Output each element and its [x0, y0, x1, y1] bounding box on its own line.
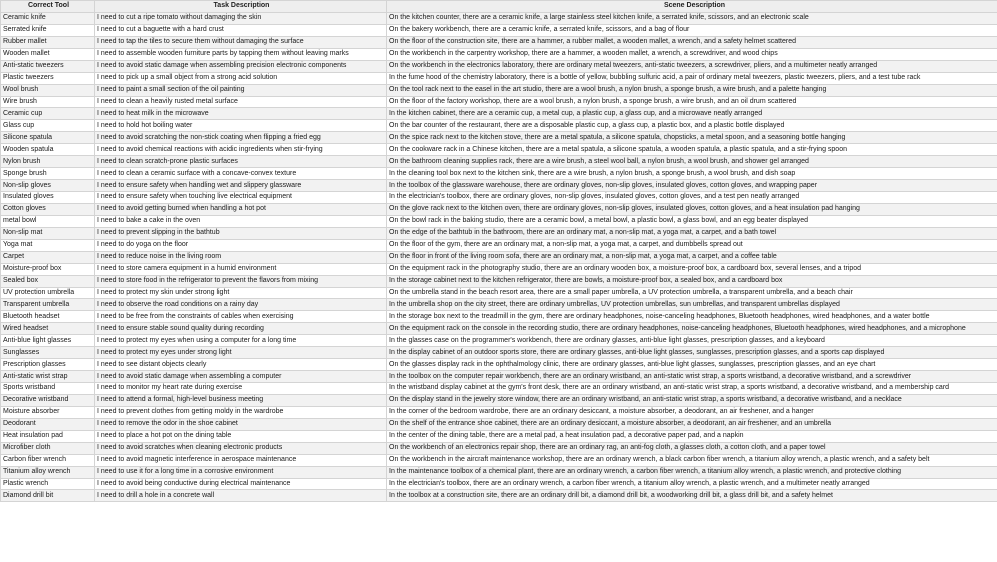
cell-scene-description[interactable]: On the workbench in the aircraft maintenance workshop, there are an ordinary wrench, a black carbon fiber wrench, a titanium alloy wrench, a plastic wrench, and a safety belt: [387, 454, 997, 466]
cell-correct-tool[interactable]: Plastic tweezers: [1, 72, 95, 84]
cell-scene-description[interactable]: In the storage cabinet next to the kitchen refrigerator, there are bowls, a moisture-proof box, a sealed box, and a cardboard box: [387, 275, 997, 287]
cell-scene-description[interactable]: In the wristband display cabinet at the gym's front desk, there are an ordinary wristband, an anti-static wrist strap, a sports wristband, a decorative wristband, and a membership card: [387, 383, 997, 395]
table-row: [1, 335, 997, 347]
table-body: [1, 12, 997, 501]
cell-correct-tool[interactable]: Carpet: [1, 251, 95, 263]
table-row: [1, 454, 997, 466]
cell-scene-description[interactable]: On the equipment rack on the console in the recording studio, there are ordinary headphones, noise-canceling headphones, Bluetooth headphones, wired headphones, and a microphone: [387, 323, 997, 335]
cell-correct-tool[interactable]: Sports wristband: [1, 383, 95, 395]
table-row: [1, 323, 997, 335]
cell-task-description[interactable]: I need to avoid being conductive during electrical maintenance: [95, 478, 387, 490]
cell-task-description[interactable]: I need to ensure stable sound quality during recording: [95, 323, 387, 335]
table-row: [1, 156, 997, 168]
cell-scene-description[interactable]: In the umbrella shop on the city street, there are ordinary umbrellas, UV protection umbrellas, sun umbrellas, and transparent umbrellas displayed: [387, 299, 997, 311]
cell-correct-tool[interactable]: Decorative wristband: [1, 394, 95, 406]
cell-task-description[interactable]: I need to clean scratch-prone plastic surfaces: [95, 156, 387, 168]
cell-task-description[interactable]: I need to be free from the constraints of cables when exercising: [95, 311, 387, 323]
cell-task-description[interactable]: I need to avoid static damage when assembling precision electronic components: [95, 60, 387, 72]
table-row: [1, 227, 997, 239]
table-row: [1, 180, 997, 192]
header-row: [1, 1, 997, 13]
table-row: [1, 383, 997, 395]
cell-correct-tool[interactable]: Ceramic knife: [1, 12, 95, 24]
cell-correct-tool[interactable]: Wired headset: [1, 323, 95, 335]
table-row: [1, 108, 997, 120]
cell-task-description[interactable]: I need to cut a baguette with a hard crust: [95, 24, 387, 36]
cell-correct-tool[interactable]: Non-slip gloves: [1, 180, 95, 192]
cell-scene-description[interactable]: In the center of the dining table, there are a metal pad, a heat insulation pad, a decorative paper pad, and a napkin: [387, 430, 997, 442]
cell-scene-description[interactable]: On the glove rack next to the kitchen oven, there are ordinary gloves, non-slip gloves, insulated gloves, cotton gloves, and a heat insulation pad hanging: [387, 203, 997, 215]
table-row: [1, 24, 997, 36]
cell-correct-tool[interactable]: Ceramic cup: [1, 108, 95, 120]
cell-scene-description[interactable]: On the umbrella stand in the beach resort area, there are a small paper umbrella, a UV protection umbrella, a transparent umbrella, and a beach chair: [387, 287, 997, 299]
cell-scene-description[interactable]: On the bowl rack in the baking studio, there are a ceramic bowl, a metal bowl, a plastic bowl, a glass bowl, and an egg beater displayed: [387, 215, 997, 227]
cell-scene-description[interactable]: On the spice rack next to the kitchen stove, there are a metal spatula, a silicone spatula, chopsticks, a metal spoon, and a seasoning bottle hanging: [387, 132, 997, 144]
cell-task-description[interactable]: I need to paint a small section of the oil painting: [95, 84, 387, 96]
table-row: [1, 192, 997, 204]
header-correct-tool[interactable]: Correct Tool: [1, 1, 95, 13]
cell-scene-description[interactable]: In the glasses case on the programmer's workbench, there are ordinary glasses, anti-blue light glasses, prescription glasses, and a keyboard: [387, 335, 997, 347]
cell-scene-description[interactable]: On the bar counter of the restaurant, there are a disposable plastic cup, a glass cup, a plastic box, and a plastic bottle displayed: [387, 120, 997, 132]
header-scene-description[interactable]: Scene Description: [387, 1, 997, 13]
table-row: [1, 299, 997, 311]
cell-correct-tool[interactable]: Prescription glasses: [1, 359, 95, 371]
cell-scene-description[interactable]: In the display cabinet of an outdoor sports store, there are ordinary glasses, anti-blue light glasses, sunglasses, prescription glasses, and a sports cap displayed: [387, 347, 997, 359]
cell-task-description[interactable]: I need to drill a hole in a concrete wall: [95, 490, 387, 502]
table-row: [1, 406, 997, 418]
cell-scene-description[interactable]: On the workbench in the electronics laboratory, there are ordinary metal tweezers, anti-static tweezers, a screwdriver, pliers, and a multimeter neatly arranged: [387, 60, 997, 72]
cell-task-description[interactable]: I need to remove the odor in the shoe cabinet: [95, 418, 387, 430]
cell-correct-tool[interactable]: Non-slip mat: [1, 227, 95, 239]
cell-task-description[interactable]: I need to use it for a long time in a corrosive environment: [95, 466, 387, 478]
cell-correct-tool[interactable]: Transparent umbrella: [1, 299, 95, 311]
cell-task-description[interactable]: I need to heat milk in the microwave: [95, 108, 387, 120]
table-row: [1, 430, 997, 442]
cell-task-description[interactable]: I need to avoid chemical reactions with acidic ingredients when stir-frying: [95, 144, 387, 156]
cell-task-description[interactable]: I need to store food in the refrigerator to prevent the flavors from mixing: [95, 275, 387, 287]
cell-correct-tool[interactable]: metal bowl: [1, 215, 95, 227]
table-row: [1, 203, 997, 215]
cell-task-description[interactable]: I need to ensure safety when touching live electrical equipment: [95, 192, 387, 204]
cell-scene-description[interactable]: In the toolbox on the computer repair workbench, there are an ordinary wristband, an anti-static wrist strap, a sports wristband, a decorative wristband, and a screwdriver: [387, 371, 997, 383]
table-row: [1, 347, 997, 359]
cell-correct-tool[interactable]: Anti-static tweezers: [1, 60, 95, 72]
cell-task-description[interactable]: I need to reduce noise in the living room: [95, 251, 387, 263]
table-row: [1, 60, 997, 72]
cell-scene-description[interactable]: In the kitchen cabinet, there are a ceramic cup, a metal cup, a plastic cup, a glass cup, and a microwave neatly arranged: [387, 108, 997, 120]
cell-correct-tool[interactable]: Plastic wrench: [1, 478, 95, 490]
cell-task-description[interactable]: I need to ensure safety when handling wet and slippery glassware: [95, 180, 387, 192]
cell-scene-description[interactable]: In the toolbox of the glassware warehouse, there are ordinary gloves, non-slip gloves, insulated gloves, cotton gloves, and wrapping paper: [387, 180, 997, 192]
cell-scene-description[interactable]: On the edge of the bathtub in the bathroom, there are an ordinary mat, a non-slip mat, a yoga mat, a carpet, and a bath towel: [387, 227, 997, 239]
cell-scene-description[interactable]: In the storage box next to the treadmill in the gym, there are ordinary headphones, noise-canceling headphones, Bluetooth headphones, wired headphones, and a water bottle: [387, 311, 997, 323]
cell-task-description[interactable]: I need to clean a ceramic surface with a concave-convex texture: [95, 168, 387, 180]
cell-scene-description[interactable]: On the bathroom cleaning supplies rack, there are a wire brush, a steel wool ball, a nylon brush, a wool brush, and shower gel arranged: [387, 156, 997, 168]
cell-correct-tool[interactable]: Deodorant: [1, 418, 95, 430]
cell-scene-description[interactable]: In the maintenance toolbox of a chemical plant, there are an ordinary wrench, a carbon fiber wrench, a titanium alloy wrench, a plastic wrench, and protective clothing: [387, 466, 997, 478]
table-row: [1, 478, 997, 490]
table-row: [1, 84, 997, 96]
table-row: [1, 394, 997, 406]
cell-correct-tool[interactable]: Wooden mallet: [1, 48, 95, 60]
cell-task-description[interactable]: I need to prevent clothes from getting moldy in the wardrobe: [95, 406, 387, 418]
table-row: [1, 12, 997, 24]
cell-correct-tool[interactable]: Wire brush: [1, 96, 95, 108]
cell-scene-description[interactable]: On the glasses display rack in the ophthalmology clinic, there are ordinary glasses, anti-blue light glasses, sunglasses, prescription glasses, and an eye chart: [387, 359, 997, 371]
table-row: [1, 263, 997, 275]
cell-correct-tool[interactable]: UV protection umbrella: [1, 287, 95, 299]
cell-correct-tool[interactable]: Diamond drill bit: [1, 490, 95, 502]
table-row: [1, 120, 997, 132]
cell-task-description[interactable]: I need to avoid scratches when cleaning electronic products: [95, 442, 387, 454]
cell-task-description[interactable]: I need to avoid scratching the non-stick coating when flipping a fried egg: [95, 132, 387, 144]
table-row: [1, 442, 997, 454]
cell-scene-description[interactable]: In the corner of the bedroom wardrobe, there are an ordinary desiccant, a moisture absorber, a deodorant, an air freshener, and a hanger: [387, 406, 997, 418]
cell-correct-tool[interactable]: Sealed box: [1, 275, 95, 287]
cell-scene-description[interactable]: On the kitchen counter, there are a ceramic knife, a large stainless steel kitchen knife, a serrated knife, scissors, and an electronic scale: [387, 12, 997, 24]
cell-scene-description[interactable]: In the fume hood of the chemistry laboratory, there is a bottle of yellow, bubbling sulfuric acid, a pair of ordinary metal tweezers, plastic tweezers, pliers, and a test tube rack: [387, 72, 997, 84]
cell-task-description[interactable]: I need to store camera equipment in a humid environment: [95, 263, 387, 275]
table-row: [1, 168, 997, 180]
cell-scene-description[interactable]: On the floor of the gym, there are an ordinary mat, a non-slip mat, a yoga mat, a carpet, and dumbbells spread out: [387, 239, 997, 251]
table-row: [1, 48, 997, 60]
table-row: [1, 490, 997, 502]
cell-scene-description[interactable]: On the cookware rack in a Chinese kitchen, there are a metal spatula, a silicone spatula, a wooden spatula, a plastic spatula, and a stir-frying spoon: [387, 144, 997, 156]
cell-task-description[interactable]: I need to cut a ripe tomato without damaging the skin: [95, 12, 387, 24]
table-row: [1, 132, 997, 144]
cell-task-description[interactable]: I need to avoid static damage when assembling a computer: [95, 371, 387, 383]
cell-task-description[interactable]: I need to avoid magnetic interference in aerospace maintenance: [95, 454, 387, 466]
table-row: [1, 36, 997, 48]
cell-task-description[interactable]: I need to observe the road conditions on a rainy day: [95, 299, 387, 311]
table-row: [1, 251, 997, 263]
cell-correct-tool[interactable]: Moisture-proof box: [1, 263, 95, 275]
table-row: [1, 311, 997, 323]
cell-task-description[interactable]: I need to pick up a small object from a strong acid solution: [95, 72, 387, 84]
cell-correct-tool[interactable]: Nylon brush: [1, 156, 95, 168]
cell-task-description[interactable]: I need to protect my eyes when using a computer for a long time: [95, 335, 387, 347]
table-row: [1, 418, 997, 430]
cell-scene-description[interactable]: On the floor of the construction site, there are a hammer, a rubber mallet, a wooden mallet, a wrench, and a safety helmet scattered: [387, 36, 997, 48]
cell-correct-tool[interactable]: Rubber mallet: [1, 36, 95, 48]
cell-scene-description[interactable]: On the workbench of an electronics repair shop, there are an ordinary rag, an anti-fog cloth, a glasses cloth, a cotton cloth, and a paper towel: [387, 442, 997, 454]
table-row: [1, 144, 997, 156]
cell-task-description[interactable]: I need to hold hot boiling water: [95, 120, 387, 132]
cell-correct-tool[interactable]: Anti-blue light glasses: [1, 335, 95, 347]
cell-correct-tool[interactable]: Carbon fiber wrench: [1, 454, 95, 466]
cell-correct-tool[interactable]: Titanium alloy wrench: [1, 466, 95, 478]
cell-correct-tool[interactable]: Cotton gloves: [1, 203, 95, 215]
header-task-description[interactable]: Task Description: [95, 1, 387, 13]
cell-task-description[interactable]: I need to protect my skin under strong light: [95, 287, 387, 299]
cell-correct-tool[interactable]: Silicone spatula: [1, 132, 95, 144]
cell-scene-description[interactable]: In the toolbox at a construction site, there are an ordinary drill bit, a diamond drill bit, a woodworking drill bit, a glass drill bit, and a safety helmet: [387, 490, 997, 502]
table-row: [1, 72, 997, 84]
cell-task-description[interactable]: I need to attend a formal, high-level business meeting: [95, 394, 387, 406]
cell-task-description[interactable]: I need to assemble wooden furniture parts by tapping them without leaving marks: [95, 48, 387, 60]
cell-task-description[interactable]: I need to clean a heavily rusted metal surface: [95, 96, 387, 108]
cell-correct-tool[interactable]: Wool brush: [1, 84, 95, 96]
cell-correct-tool[interactable]: Wooden spatula: [1, 144, 95, 156]
cell-correct-tool[interactable]: Glass cup: [1, 120, 95, 132]
cell-scene-description[interactable]: On the bakery workbench, there are a ceramic knife, a serrated knife, scissors, and a bag of flour: [387, 24, 997, 36]
cell-scene-description[interactable]: On the display stand in the jewelry store window, there are an ordinary wristband, an anti-static wrist strap, a sports wristband, a decorative wristband, and a necklace: [387, 394, 997, 406]
cell-correct-tool[interactable]: Insulated gloves: [1, 192, 95, 204]
table-row: [1, 239, 997, 251]
cell-scene-description[interactable]: On the shelf of the entrance shoe cabinet, there are an ordinary desiccant, a moisture absorber, a deodorant, an air freshener, and an umbrella: [387, 418, 997, 430]
cell-correct-tool[interactable]: Moisture absorber: [1, 406, 95, 418]
cell-task-description[interactable]: I need to do yoga on the floor: [95, 239, 387, 251]
cell-correct-tool[interactable]: Bluetooth headset: [1, 311, 95, 323]
table-row: [1, 371, 997, 383]
cell-correct-tool[interactable]: Serrated knife: [1, 24, 95, 36]
cell-correct-tool[interactable]: Heat insulation pad: [1, 430, 95, 442]
cell-task-description[interactable]: I need to place a hot pot on the dining table: [95, 430, 387, 442]
cell-correct-tool[interactable]: Anti-static wrist strap: [1, 371, 95, 383]
cell-scene-description[interactable]: On the floor of the factory workshop, there are a wool brush, a nylon brush, a sponge brush, a wire brush, and an oil drum scattered: [387, 96, 997, 108]
table-row: [1, 96, 997, 108]
cell-correct-tool[interactable]: Sunglasses: [1, 347, 95, 359]
cell-scene-description[interactable]: In the electrician's toolbox, there are an ordinary wrench, a carbon fiber wrench, a titanium alloy wrench, a plastic wrench, and a multimeter neatly arranged: [387, 478, 997, 490]
cell-scene-description[interactable]: On the workbench in the carpentry workshop, there are a hammer, a wooden mallet, a wrench, a screwdriver, and wood chips: [387, 48, 997, 60]
cell-correct-tool[interactable]: Sponge brush: [1, 168, 95, 180]
cell-scene-description[interactable]: On the equipment rack in the photography studio, there are an ordinary wooden box, a moisture-proof box, a cardboard box, several lenses, and a tripod: [387, 263, 997, 275]
table-row: [1, 275, 997, 287]
cell-task-description[interactable]: I need to bake a cake in the oven: [95, 215, 387, 227]
cell-task-description[interactable]: I need to see distant objects clearly: [95, 359, 387, 371]
cell-correct-tool[interactable]: Yoga mat: [1, 239, 95, 251]
cell-scene-description[interactable]: In the electrician's toolbox, there are ordinary gloves, non-slip gloves, insulated gloves, cotton gloves, and a test pen neatly arranged: [387, 192, 997, 204]
cell-task-description[interactable]: I need to tap the tiles to secure them without damaging the surface: [95, 36, 387, 48]
cell-scene-description[interactable]: On the floor in front of the living room sofa, there are an ordinary mat, a non-slip mat, a yoga mat, a carpet, and a coffee table: [387, 251, 997, 263]
table-row: [1, 215, 997, 227]
table-row: [1, 359, 997, 371]
cell-task-description[interactable]: I need to prevent slipping in the bathtub: [95, 227, 387, 239]
cell-scene-description[interactable]: On the tool rack next to the easel in the art studio, there are a wool brush, a nylon brush, a sponge brush, a wire brush, and a palette hanging: [387, 84, 997, 96]
cell-scene-description[interactable]: In the cleaning tool box next to the kitchen sink, there are a wire brush, a nylon brush, a sponge brush, a wool brush, and dish soap: [387, 168, 997, 180]
cell-task-description[interactable]: I need to avoid getting burned when handling a hot pot: [95, 203, 387, 215]
cell-task-description[interactable]: I need to monitor my heart rate during exercise: [95, 383, 387, 395]
cell-task-description[interactable]: I need to protect my eyes under strong light: [95, 347, 387, 359]
table-row: [1, 287, 997, 299]
table-row: [1, 466, 997, 478]
cell-correct-tool[interactable]: Microfiber cloth: [1, 442, 95, 454]
